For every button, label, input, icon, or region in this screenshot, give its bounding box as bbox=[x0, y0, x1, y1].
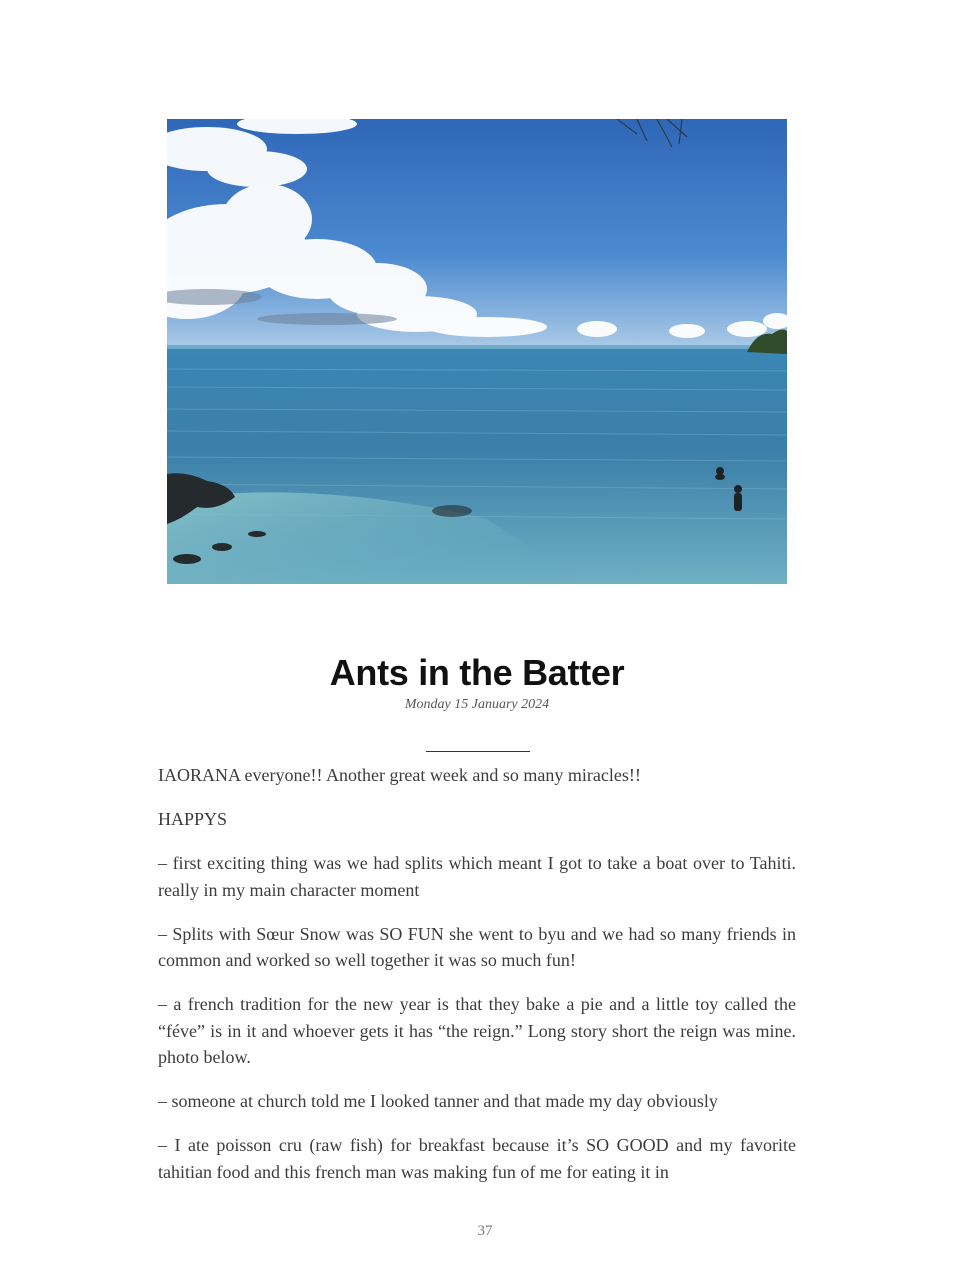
paragraph: HAPPYS bbox=[158, 809, 228, 829]
page-number: 37 bbox=[477, 1223, 493, 1239]
lagoon-photo bbox=[167, 119, 787, 584]
paragraph: – I ate poisson cru (raw fish) for breakfast because it’s SO GOOD and my favorite tahitian food and this french man was making fun of me for eating it in bbox=[158, 1135, 796, 1182]
paragraph: – a french tradition for the new year is that they bake a pie and a little toy called the “féve” is in it and whoever gets it has “the reign.” Long story short the reign was mine. photo below. bbox=[158, 994, 796, 1067]
paragraph: IAORANA everyone!! Another great week and so many miracles!! bbox=[158, 765, 641, 785]
post-body bbox=[158, 762, 796, 1203]
paragraph: – first exciting thing was we had splits which meant I got to take a boat over to Tahiti. really in my main character moment bbox=[158, 853, 796, 900]
paragraph: – someone at church told me I looked tanner and that made my day obviously bbox=[158, 1091, 718, 1111]
title-divider bbox=[426, 751, 530, 752]
post-title: Ants in the Batter bbox=[329, 652, 625, 693]
paragraph: – Splits with Sœur Snow was SO FUN she went to byu and we had so many friends in common and worked so well together it was so much fun! bbox=[158, 923, 796, 970]
post-date: Monday 15 January 2024 bbox=[404, 697, 550, 712]
